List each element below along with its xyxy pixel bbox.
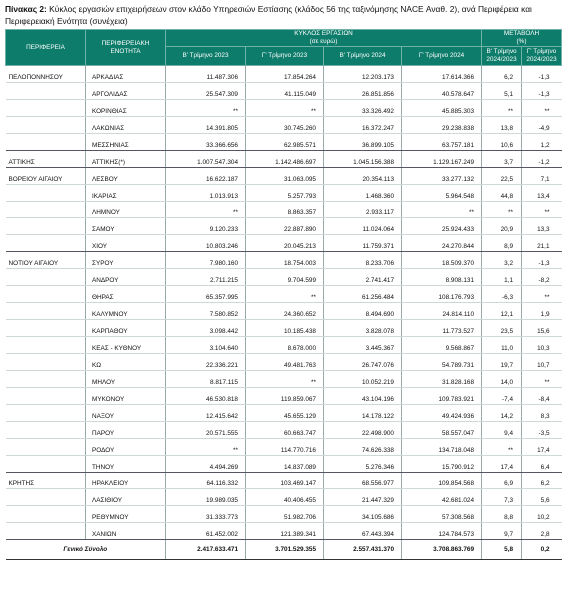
region-cell — [6, 184, 86, 201]
change-q2-cell: 7,3 — [482, 489, 522, 506]
q3-2024-cell: 18.509.370 — [402, 252, 482, 269]
region-cell — [6, 269, 86, 286]
q2-2023-cell: 20.571.555 — [166, 421, 246, 438]
unit-cell: ΚΑΛΥΜΝΟΥ — [86, 303, 166, 320]
q3-2024-cell: 31.828.168 — [402, 370, 482, 387]
table-row — [6, 150, 562, 167]
q2-2024-cell: 74.626.338 — [324, 438, 402, 455]
unit-cell: ΤΗΝΟΥ — [86, 455, 166, 472]
q2-2024-cell: 8.233.706 — [324, 252, 402, 269]
table-caption — [5, 3, 562, 27]
region-cell — [6, 82, 86, 99]
q2-2023-cell: 7.580.852 — [166, 303, 246, 320]
region-cell — [6, 133, 86, 150]
turnover-table — [5, 29, 562, 560]
q3-2024-cell: 29.238.838 — [402, 116, 482, 133]
change-q3-cell: -8,2 — [522, 269, 562, 286]
total-row — [6, 540, 562, 560]
q2-2023-cell: 7.980.160 — [166, 252, 246, 269]
header-unit: ΠΕΡΙΦΕΡΕΙΑΚΗ ΕΝΟΤΗΤΑ — [86, 30, 166, 66]
change-q3-cell: 13,4 — [522, 184, 562, 201]
change-q2-cell: 22,5 — [482, 167, 522, 184]
change-q2-cell: 17,4 — [482, 455, 522, 472]
header-turnover-group — [166, 30, 482, 47]
region-cell: ΝΟΤΙΟΥ ΑΙΓΑΙΟΥ — [6, 252, 86, 269]
table-row — [6, 404, 562, 421]
q3-2023-cell: 41.115.049 — [246, 82, 324, 99]
q2-2023-cell: 65.357.995 — [166, 286, 246, 303]
q3-2023-cell: 20.045.213 — [246, 235, 324, 252]
unit-cell: ΑΡΚΑΔΙΑΣ — [86, 66, 166, 83]
change-q2-cell: 3,7 — [482, 150, 522, 167]
q3-2024-cell: ** — [402, 201, 482, 218]
table-row — [6, 489, 562, 506]
table-row — [6, 269, 562, 286]
header-change-sub: (%) — [516, 38, 527, 45]
q3-2024-cell: 11.773.527 — [402, 320, 482, 337]
change-q2-cell: 3,2 — [482, 252, 522, 269]
q2-2024-cell: 68.556.977 — [324, 472, 402, 489]
q3-2024-cell: 124.784.573 — [402, 523, 482, 540]
q3-2024-cell: 25.924.433 — [402, 218, 482, 235]
header-region: ΠΕΡΙΦΕΡΕΙΑ — [6, 30, 86, 66]
unit-cell: ΛΑΣΙΘΙΟΥ — [86, 489, 166, 506]
q3-2024-cell: 49.424.936 — [402, 404, 482, 421]
q2-2023-cell: ** — [166, 438, 246, 455]
table-row — [6, 82, 562, 99]
change-q3-cell: -1,3 — [522, 82, 562, 99]
caption-text: Κύκλος εργασιών επιχειρήσεων στον κλάδο Υπηρεσιών Εστίασης (κλάδος 56 της ταξινόμησης NACE Αναθ. 2), ανά Περιφέρεια και Περιφερειακή Ενότητα (συνέχεια) — [5, 4, 532, 26]
q2-2023-cell: ** — [166, 201, 246, 218]
table-row — [6, 235, 562, 252]
table-row — [6, 506, 562, 523]
total-q3-2024: 3.708.863.769 — [402, 540, 482, 560]
q2-2024-cell: 21.447.329 — [324, 489, 402, 506]
unit-cell: ΚΟΡΙΝΘΙΑΣ — [86, 99, 166, 116]
table-row — [6, 387, 562, 404]
header-turnover-sub: (σε ευρώ) — [309, 38, 338, 45]
q2-2023-cell: 11.487.306 — [166, 66, 246, 83]
q2-2023-cell: 9.120.233 — [166, 218, 246, 235]
table-row — [6, 370, 562, 387]
header-q3-2023: Γ' Τρίμηνο 2023 — [246, 47, 324, 66]
region-cell — [6, 421, 86, 438]
table-row — [6, 116, 562, 133]
table-row — [6, 133, 562, 150]
region-cell — [6, 99, 86, 116]
change-q3-cell: -1,2 — [522, 150, 562, 167]
change-q3-cell: 6,4 — [522, 455, 562, 472]
q2-2024-cell: 11.759.371 — [324, 235, 402, 252]
q3-2023-cell: 14.837.089 — [246, 455, 324, 472]
q3-2024-cell: 109.854.568 — [402, 472, 482, 489]
change-q2-cell: ** — [482, 438, 522, 455]
q2-2024-cell: 20.354.113 — [324, 167, 402, 184]
q3-2023-cell: 5.257.793 — [246, 184, 324, 201]
table-row — [6, 286, 562, 303]
q3-2023-cell: 31.063.095 — [246, 167, 324, 184]
header-turnover-title: ΚΥΚΛΟΣ ΕΡΓΑΣΙΩΝ — [294, 30, 353, 37]
change-q3-cell: 10,7 — [522, 353, 562, 370]
change-q3-cell: 2,8 — [522, 523, 562, 540]
q2-2023-cell: 2.711.215 — [166, 269, 246, 286]
q3-2023-cell: 51.982.706 — [246, 506, 324, 523]
q2-2023-cell: 4.494.269 — [166, 455, 246, 472]
change-q2-cell: 5,1 — [482, 82, 522, 99]
q2-2024-cell: 10.052.219 — [324, 370, 402, 387]
q3-2023-cell: 17.854.264 — [246, 66, 324, 83]
region-cell — [6, 303, 86, 320]
change-q3-cell: ** — [522, 201, 562, 218]
change-q2-cell: 14,0 — [482, 370, 522, 387]
change-q3-cell: 8,3 — [522, 404, 562, 421]
change-q2-cell: 6,2 — [482, 66, 522, 83]
region-cell: ΑΤΤΙΚΗΣ — [6, 150, 86, 167]
change-q3-cell: -8,4 — [522, 387, 562, 404]
change-q2-cell: ** — [482, 99, 522, 116]
change-q2-cell: 23,5 — [482, 320, 522, 337]
unit-cell: ΛΗΜΝΟΥ — [86, 201, 166, 218]
change-q2-cell: 9,7 — [482, 523, 522, 540]
change-q3-cell: ** — [522, 99, 562, 116]
q3-2024-cell: 17.614.366 — [402, 66, 482, 83]
region-cell — [6, 201, 86, 218]
q3-2023-cell: 24.360.652 — [246, 303, 324, 320]
q3-2023-cell: 30.745.260 — [246, 116, 324, 133]
q2-2024-cell: 36.899.105 — [324, 133, 402, 150]
q2-2023-cell: 1.013.913 — [166, 184, 246, 201]
q3-2023-cell: 114.770.716 — [246, 438, 324, 455]
region-cell — [6, 523, 86, 540]
change-q2-cell: 14,2 — [482, 404, 522, 421]
change-q2-cell: -6,3 — [482, 286, 522, 303]
q2-2023-cell: 25.547.309 — [166, 82, 246, 99]
q2-2023-cell: 1.007.547.304 — [166, 150, 246, 167]
q2-2023-cell: ** — [166, 99, 246, 116]
unit-cell: ΛΑΚΩΝΙΑΣ — [86, 116, 166, 133]
q2-2024-cell: 43.104.196 — [324, 387, 402, 404]
region-cell — [6, 370, 86, 387]
change-q2-cell: 1,1 — [482, 269, 522, 286]
change-q3-cell: -3,5 — [522, 421, 562, 438]
table-row — [6, 421, 562, 438]
change-q2-cell: 13,8 — [482, 116, 522, 133]
change-q3-cell: 13,3 — [522, 218, 562, 235]
header-change-group — [482, 30, 562, 47]
region-cell — [6, 438, 86, 455]
q2-2024-cell: 22.498.900 — [324, 421, 402, 438]
region-cell — [6, 404, 86, 421]
unit-cell: ΚΑΡΠΑΘΟΥ — [86, 320, 166, 337]
header-change-title: ΜΕΤΑΒΟΛΗ — [503, 30, 540, 37]
table-body — [6, 66, 562, 540]
unit-cell: ΜΕΣΣΗΝΙΑΣ — [86, 133, 166, 150]
total-q2-2023: 2.417.633.471 — [166, 540, 246, 560]
change-q3-cell: 6,2 — [522, 472, 562, 489]
table-row — [6, 99, 562, 116]
q2-2023-cell: 61.452.002 — [166, 523, 246, 540]
total-label: Γενικό Σύνολο — [6, 540, 166, 560]
region-cell — [6, 218, 86, 235]
q3-2024-cell: 54.789.731 — [402, 353, 482, 370]
q3-2024-cell: 108.176.793 — [402, 286, 482, 303]
change-q2-cell: 10,6 — [482, 133, 522, 150]
q2-2024-cell: 26.851.856 — [324, 82, 402, 99]
change-q3-cell: -4,9 — [522, 116, 562, 133]
region-cell — [6, 116, 86, 133]
change-q3-cell: 1,9 — [522, 303, 562, 320]
table-row — [6, 184, 562, 201]
change-q3-cell: 21,1 — [522, 235, 562, 252]
region-cell — [6, 489, 86, 506]
q3-2024-cell: 42.681.024 — [402, 489, 482, 506]
q2-2024-cell: 67.443.394 — [324, 523, 402, 540]
unit-cell: ΣΑΜΟΥ — [86, 218, 166, 235]
region-cell — [6, 320, 86, 337]
q2-2023-cell: 3.104.640 — [166, 337, 246, 354]
q2-2024-cell: 14.178.122 — [324, 404, 402, 421]
region-cell — [6, 235, 86, 252]
q2-2023-cell: 8.817.115 — [166, 370, 246, 387]
change-q3-cell: -1,3 — [522, 66, 562, 83]
q2-2024-cell: 12.203.173 — [324, 66, 402, 83]
q2-2024-cell: 16.372.247 — [324, 116, 402, 133]
table-row — [6, 523, 562, 540]
change-q2-cell: 44,8 — [482, 184, 522, 201]
q3-2024-cell: 15.790.912 — [402, 455, 482, 472]
q2-2024-cell: 61.256.484 — [324, 286, 402, 303]
change-q3-cell: 10,2 — [522, 506, 562, 523]
table-row — [6, 320, 562, 337]
q3-2023-cell: 62.985.571 — [246, 133, 324, 150]
q3-2023-cell: ** — [246, 370, 324, 387]
change-q2-cell: 12,1 — [482, 303, 522, 320]
q2-2024-cell: 2.933.117 — [324, 201, 402, 218]
q3-2023-cell: 49.481.763 — [246, 353, 324, 370]
unit-cell: ΠΑΡΟΥ — [86, 421, 166, 438]
q2-2024-cell: 8.494.690 — [324, 303, 402, 320]
total-change-q3: 0,2 — [522, 540, 562, 560]
unit-cell: ΚΕΑΣ - ΚΥΘΝΟΥ — [86, 337, 166, 354]
q3-2024-cell: 57.308.568 — [402, 506, 482, 523]
table-row — [6, 353, 562, 370]
q2-2023-cell: 14.391.805 — [166, 116, 246, 133]
change-q2-cell: -7,4 — [482, 387, 522, 404]
table-row — [6, 337, 562, 354]
q3-2024-cell: 9.568.867 — [402, 337, 482, 354]
q3-2023-cell: 119.859.067 — [246, 387, 324, 404]
unit-cell: ΧΑΝΙΩΝ — [86, 523, 166, 540]
q2-2023-cell: 31.333.773 — [166, 506, 246, 523]
unit-cell: ΚΩ — [86, 353, 166, 370]
q2-2023-cell: 19.989.035 — [166, 489, 246, 506]
q3-2023-cell: 10.185.438 — [246, 320, 324, 337]
q2-2023-cell: 46.530.818 — [166, 387, 246, 404]
change-q3-cell: 1,2 — [522, 133, 562, 150]
q2-2024-cell: 1.045.156.388 — [324, 150, 402, 167]
q3-2023-cell: ** — [246, 99, 324, 116]
region-cell — [6, 506, 86, 523]
region-cell — [6, 337, 86, 354]
unit-cell: ΧΙΟΥ — [86, 235, 166, 252]
q3-2024-cell: 63.757.181 — [402, 133, 482, 150]
q3-2024-cell: 109.783.921 — [402, 387, 482, 404]
change-q3-cell: ** — [522, 370, 562, 387]
table-row — [6, 66, 562, 83]
region-cell: ΚΡΗΤΗΣ — [6, 472, 86, 489]
total-q3-2023: 3.701.529.355 — [246, 540, 324, 560]
q2-2024-cell: 34.105.686 — [324, 506, 402, 523]
change-q2-cell: 9,4 — [482, 421, 522, 438]
table-row — [6, 303, 562, 320]
unit-cell: ΝΑΞΟΥ — [86, 404, 166, 421]
change-q3-cell: 10,3 — [522, 337, 562, 354]
table-row — [6, 167, 562, 184]
q3-2024-cell: 45.885.303 — [402, 99, 482, 116]
q2-2024-cell: 33.326.492 — [324, 99, 402, 116]
q2-2024-cell: 26.747.076 — [324, 353, 402, 370]
change-q3-cell: 15,6 — [522, 320, 562, 337]
q3-2024-cell: 58.557.047 — [402, 421, 482, 438]
region-cell — [6, 387, 86, 404]
total-q2-2024: 2.557.431.370 — [324, 540, 402, 560]
q2-2024-cell: 11.024.064 — [324, 218, 402, 235]
q3-2023-cell: 8.863.357 — [246, 201, 324, 218]
unit-cell: ΑΡΓΟΛΙΔΑΣ — [86, 82, 166, 99]
q3-2023-cell: 103.469.147 — [246, 472, 324, 489]
q3-2023-cell: 60.663.747 — [246, 421, 324, 438]
unit-cell: ΑΤΤΙΚΗΣ(*) — [86, 150, 166, 167]
change-q3-cell: -1,3 — [522, 252, 562, 269]
change-q2-cell: 8,8 — [482, 506, 522, 523]
table-row — [6, 252, 562, 269]
unit-cell: ΘΗΡΑΣ — [86, 286, 166, 303]
region-cell — [6, 455, 86, 472]
q3-2023-cell: ** — [246, 286, 324, 303]
q2-2023-cell: 64.116.332 — [166, 472, 246, 489]
change-q2-cell: 19,7 — [482, 353, 522, 370]
q3-2023-cell: 8.678.000 — [246, 337, 324, 354]
change-q2-cell: 6,9 — [482, 472, 522, 489]
change-q2-cell: 11,0 — [482, 337, 522, 354]
table-row — [6, 201, 562, 218]
unit-cell: ΑΝΔΡΟΥ — [86, 269, 166, 286]
change-q3-cell: 7,1 — [522, 167, 562, 184]
q3-2023-cell: 9.704.599 — [246, 269, 324, 286]
change-q2-cell: 8,9 — [482, 235, 522, 252]
q3-2023-cell: 121.389.341 — [246, 523, 324, 540]
change-q3-cell: ** — [522, 286, 562, 303]
change-q2-cell: ** — [482, 201, 522, 218]
table-row — [6, 455, 562, 472]
region-cell — [6, 286, 86, 303]
unit-cell: ΡΕΘΥΜΝΟΥ — [86, 506, 166, 523]
q3-2024-cell: 33.277.132 — [402, 167, 482, 184]
q2-2024-cell: 3.445.367 — [324, 337, 402, 354]
table-row — [6, 438, 562, 455]
unit-cell: ΜΗΛΟΥ — [86, 370, 166, 387]
q3-2023-cell: 18.754.003 — [246, 252, 324, 269]
q3-2024-cell: 5.964.548 — [402, 184, 482, 201]
q3-2023-cell: 1.142.486.697 — [246, 150, 324, 167]
unit-cell: ΙΚΑΡΙΑΣ — [86, 184, 166, 201]
change-q2-cell: 20,9 — [482, 218, 522, 235]
q2-2023-cell: 22.336.221 — [166, 353, 246, 370]
table-row — [6, 218, 562, 235]
table-row — [6, 472, 562, 489]
q2-2023-cell: 3.098.442 — [166, 320, 246, 337]
region-cell: ΒΟΡΕΙΟΥ ΑΙΓΑΙΟΥ — [6, 167, 86, 184]
q3-2023-cell: 45.655.129 — [246, 404, 324, 421]
change-q3-cell: 17,4 — [522, 438, 562, 455]
change-q3-cell: 5,6 — [522, 489, 562, 506]
q3-2023-cell: 40.406.455 — [246, 489, 324, 506]
q3-2024-cell: 8.908.131 — [402, 269, 482, 286]
region-cell: ΠΕΛΟΠΟΝΝΗΣΟΥ — [6, 66, 86, 83]
q2-2023-cell: 10.803.246 — [166, 235, 246, 252]
header-q2-2024: Β' Τρίμηνο 2024 — [324, 47, 402, 66]
unit-cell: ΣΥΡΟΥ — [86, 252, 166, 269]
q3-2024-cell: 1.129.167.249 — [402, 150, 482, 167]
q2-2023-cell: 33.366.656 — [166, 133, 246, 150]
q2-2023-cell: 12.415.642 — [166, 404, 246, 421]
q3-2023-cell: 22.887.890 — [246, 218, 324, 235]
q2-2024-cell: 2.741.417 — [324, 269, 402, 286]
q3-2024-cell: 134.718.048 — [402, 438, 482, 455]
q3-2024-cell: 24.814.110 — [402, 303, 482, 320]
header-change-q2: Β' Τρίμηνο 2024/2023 — [482, 47, 522, 66]
q3-2024-cell: 40.578.647 — [402, 82, 482, 99]
total-change-q2: 5,8 — [482, 540, 522, 560]
header-q3-2024: Γ' Τρίμηνο 2024 — [402, 47, 482, 66]
q2-2024-cell: 5.276.346 — [324, 455, 402, 472]
q2-2024-cell: 1.468.360 — [324, 184, 402, 201]
q2-2024-cell: 3.828.078 — [324, 320, 402, 337]
q3-2024-cell: 24.270.844 — [402, 235, 482, 252]
unit-cell: ΗΡΑΚΛΕΙΟΥ — [86, 472, 166, 489]
caption-prefix: Πίνακας 2: — [5, 4, 47, 14]
unit-cell: ΛΕΣΒΟΥ — [86, 167, 166, 184]
region-cell — [6, 353, 86, 370]
unit-cell: ΡΟΔΟΥ — [86, 438, 166, 455]
header-q2-2023: Β' Τρίμηνο 2023 — [166, 47, 246, 66]
q2-2023-cell: 16.622.187 — [166, 167, 246, 184]
unit-cell: ΜΥΚΟΝΟΥ — [86, 387, 166, 404]
header-change-q3: Γ' Τρίμηνο 2024/2023 — [522, 47, 562, 66]
